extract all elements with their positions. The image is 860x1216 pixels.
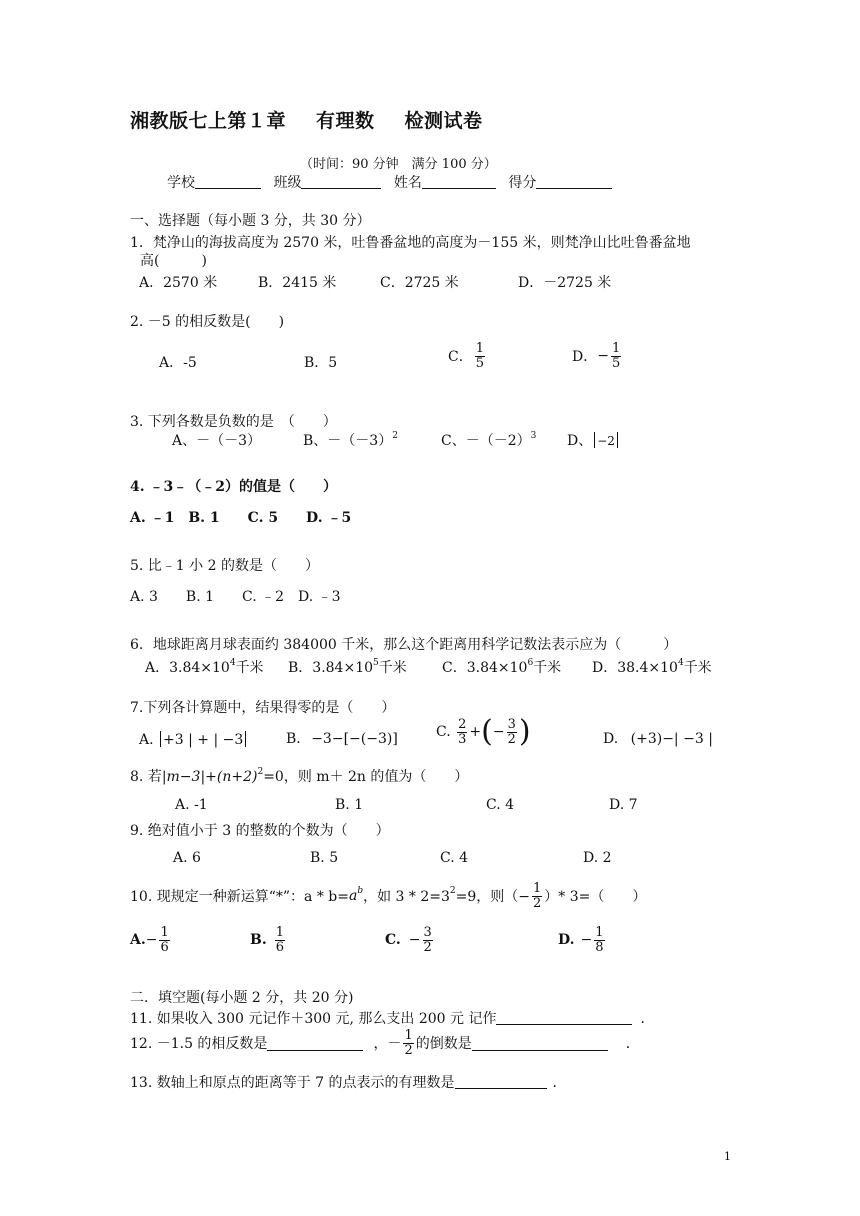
q6-c-exponent: 6 xyxy=(527,658,534,668)
q7-b-expr: −3−[−(−3)] xyxy=(311,731,398,747)
q7-c-label: C. xyxy=(436,724,451,740)
school-label: 学校 xyxy=(167,175,195,191)
neg-sign: − xyxy=(492,724,505,740)
title-part-2: 有理数 xyxy=(316,110,375,132)
q7-b-label: B. xyxy=(286,731,301,747)
page-title xyxy=(130,106,513,133)
q10-b-label: B. xyxy=(250,932,267,949)
fraction-numerator: 2 xyxy=(458,716,467,732)
plus-sign: + xyxy=(469,724,482,740)
score-blank[interactable] xyxy=(536,174,612,189)
q10-a-fraction xyxy=(159,926,169,954)
unit-label: 千米 xyxy=(683,660,712,676)
q13-text: 13. 数轴上和原点的距离等于 7 的点表示的有理数是 xyxy=(130,1075,455,1091)
q7-a-expr: +3 | + | −3 xyxy=(163,732,244,748)
q7-stem: 7.下列各计算题中，结果得零的是（ ） xyxy=(130,700,396,716)
q1-option-a: A．2570 米 xyxy=(139,275,218,291)
q8-eq: =0 xyxy=(263,769,284,785)
q10-stem-post: ）* 3=（ ） xyxy=(544,889,647,906)
fraction-denominator: 2 xyxy=(423,939,432,955)
q12 xyxy=(130,1029,640,1057)
q10-mid-exponent: 2 xyxy=(449,886,456,897)
q9-option-c: C. 4 xyxy=(440,850,469,866)
q13-end: ． xyxy=(552,1075,567,1091)
fraction-denominator: 5 xyxy=(475,355,484,371)
fraction-numerator: 3 xyxy=(507,716,516,732)
q6-option-c xyxy=(442,657,561,677)
q3-option-a: A、－（－3） xyxy=(172,433,262,449)
q5-options: A. 3 B. 1 C. ﹣2 D. ﹣3 xyxy=(130,589,341,605)
q7-option-d xyxy=(603,731,713,747)
q9-option-b: B. 5 xyxy=(310,850,339,866)
q12-mid: ，－ xyxy=(373,1036,402,1053)
q8-stem xyxy=(130,766,468,786)
fraction-numerator: 1 xyxy=(475,341,484,356)
q11-answer-blank[interactable] xyxy=(496,1010,632,1025)
fraction-numerator: 1 xyxy=(275,925,284,940)
q6-a-text: A．3.84×10 xyxy=(145,660,230,676)
q1-line1: 1．梵净山的海拔高度为 2570 米，吐鲁番盆地的高度为－155 米，则梵净山比吐鲁番盆地 xyxy=(130,235,691,251)
q2-d-fraction xyxy=(611,342,621,370)
q8-option-b: B. 1 xyxy=(335,797,364,813)
q8-option-a: A. -1 xyxy=(175,797,208,813)
q6-b-exponent: 5 xyxy=(373,658,379,668)
q12-pre: 12. －1.5 的相反数是 xyxy=(130,1036,268,1053)
q3-option-d xyxy=(567,430,620,450)
q8-expr: |m−3|+(n+2) xyxy=(161,769,258,785)
fraction-denominator: 6 xyxy=(275,939,284,955)
fraction-numerator: 1 xyxy=(160,925,169,940)
time-info: （时间：90 分钟 满分 100 分） xyxy=(300,157,497,172)
name-label: 姓名 xyxy=(393,175,422,191)
q10-stem-mid: ，如 3 * 2=3 xyxy=(363,889,450,906)
q8-stem-pre: 8. 若 xyxy=(130,769,162,785)
q2-option-c xyxy=(448,342,487,370)
q1-option-c: C．2725 米 xyxy=(380,275,459,291)
q6-d-text: D．38.4×10 xyxy=(592,660,678,676)
class-blank[interactable] xyxy=(301,174,381,189)
fraction-denominator: 5 xyxy=(611,355,621,371)
fraction-numerator: 1 xyxy=(404,1028,413,1043)
title-part-1: 湘教版七上第１章 xyxy=(130,110,287,132)
q10-stem-pre: 10. 现规定一种新运算“*”：a * b= xyxy=(130,889,349,906)
q10-option-d xyxy=(558,926,607,954)
q7-d-label: D. xyxy=(603,731,619,747)
neg-sign: − xyxy=(408,932,421,949)
q9-option-a: A. 6 xyxy=(173,850,201,866)
q3-d-value: −2 xyxy=(597,434,615,448)
q6-option-d xyxy=(592,657,712,677)
q6-option-b xyxy=(288,657,407,677)
q3-b-exponent: 2 xyxy=(392,431,398,441)
left-paren: ( xyxy=(481,714,493,749)
q12-answer-blank-1[interactable] xyxy=(267,1036,363,1051)
q12-end: ． xyxy=(625,1036,640,1053)
q6-stem: 6．地球距离月球表面约 384000 千米，那么这个距离用科学记数法表示应为（ ） xyxy=(130,637,678,653)
q10-stem xyxy=(130,882,646,910)
q10-c-fraction xyxy=(423,926,433,954)
q10-option-b xyxy=(250,926,287,954)
q10-option-c xyxy=(385,926,435,954)
q9-option-d: D. 2 xyxy=(583,850,612,866)
q10-ab: a xyxy=(348,888,358,905)
section2-heading: 二．填空题(每小题 2 分，共 20 分) xyxy=(130,990,354,1006)
q1-option-d: D．－2725 米 xyxy=(518,275,612,291)
fraction-numerator: 3 xyxy=(423,925,432,940)
q6-c-text: C．3.84×10 xyxy=(442,660,528,676)
fraction-numerator: 1 xyxy=(533,881,542,896)
q3-stem: 3. 下列各数是负数的是 （ ） xyxy=(130,414,337,430)
section1-heading: 一、选择题（每小题 3 分，共 30 分） xyxy=(130,213,371,229)
q10-a-label: A. xyxy=(130,932,146,949)
q7-option-c xyxy=(436,714,531,749)
fraction-denominator: 3 xyxy=(458,731,467,747)
q2-c-label: C． xyxy=(448,349,473,366)
q9-stem: 9. 绝对值小于 3 的整数的个数为（ ） xyxy=(130,823,390,839)
q2-c-fraction xyxy=(475,342,485,370)
q7-a-label: A. xyxy=(139,732,154,748)
q3-b-text: B、－（－3） xyxy=(303,433,393,449)
q3-c-text: C、－（－2） xyxy=(441,433,531,449)
q6-b-text: B．3.84×10 xyxy=(288,660,374,676)
q4-stem: 4. ﹣3﹣（﹣2）的值是（ ） xyxy=(130,479,337,495)
q10-stem-fraction xyxy=(532,882,542,910)
q6-option-a xyxy=(145,657,264,677)
fraction-denominator: 2 xyxy=(404,1042,413,1058)
q12-answer-blank-2[interactable] xyxy=(472,1036,608,1051)
unit-label: 千米 xyxy=(533,660,562,676)
q6-d-exponent: 4 xyxy=(677,658,684,668)
q13 xyxy=(130,1072,567,1092)
fraction-denominator: 2 xyxy=(533,895,542,911)
q7-option-b xyxy=(286,731,398,747)
q8-option-d: D. 7 xyxy=(609,797,638,813)
neg-sign: − xyxy=(145,932,158,949)
abs-bar-right xyxy=(617,432,618,448)
fraction-numerator: 1 xyxy=(611,341,621,356)
neg-sign: − xyxy=(580,932,593,949)
neg-sign: − xyxy=(597,348,609,365)
q2-option-b: B．5 xyxy=(304,355,338,371)
q2-stem: 2. －5 的相反数是( ) xyxy=(130,314,285,330)
unit-label: 千米 xyxy=(235,660,264,676)
q10-option-a xyxy=(130,926,172,954)
q1-option-b: B．2415 米 xyxy=(258,275,337,291)
q3-d-label: D、 xyxy=(567,433,593,449)
class-label: 班级 xyxy=(273,175,302,191)
q6-a-exponent: 4 xyxy=(229,658,236,668)
abs-bar-left xyxy=(594,432,595,448)
q2-option-d xyxy=(572,342,623,370)
q8-stem-post: ，则 m＋ 2n 的值为（ ） xyxy=(283,769,469,785)
q7-c-fraction-2 xyxy=(507,718,517,746)
abs-bar-right xyxy=(245,731,246,747)
fraction-numerator: 1 xyxy=(595,925,604,940)
q7-option-a xyxy=(139,731,248,748)
q11-text: 11. 如果收入 300 元记作＋300 元, 那么支出 200 元 记作 xyxy=(130,1011,497,1027)
q11 xyxy=(130,1008,654,1028)
abs-bar-left xyxy=(160,731,161,747)
q10-d-label: D. xyxy=(558,932,575,949)
q10-stem-mid2: =9，则（− xyxy=(455,889,531,906)
q3-c-exponent: 3 xyxy=(530,431,537,441)
q12-post: 的倒数是 xyxy=(415,1036,472,1053)
right-paren: ) xyxy=(518,714,531,749)
q1-line2: 高( ) xyxy=(140,253,207,269)
fraction-denominator: 6 xyxy=(160,939,169,955)
score-label: 得分 xyxy=(508,175,537,191)
name-blank[interactable] xyxy=(422,174,496,189)
q7-d-expr: (+3)−| −3 | xyxy=(630,731,713,747)
q4-options: A. ﹣1 B. 1 C. 5 D. ﹣5 xyxy=(130,510,352,526)
fraction-denominator: 8 xyxy=(595,939,604,955)
q12-fraction xyxy=(403,1029,413,1057)
page-number: 1 xyxy=(724,1150,731,1163)
q10-c-label: C. xyxy=(385,932,401,949)
q7-c-fraction-1 xyxy=(457,718,467,746)
q10-ab-exponent: b xyxy=(357,886,364,897)
q2-d-label: D． xyxy=(572,349,598,366)
q10-b-fraction xyxy=(275,926,285,954)
unit-label: 千米 xyxy=(378,660,407,676)
q8-option-c: C. 4 xyxy=(486,797,515,813)
title-part-3: 检测试卷 xyxy=(404,110,483,132)
q11-end: ． xyxy=(640,1011,655,1027)
q5-stem: 5. 比﹣1 小 2 的数是（ ） xyxy=(130,558,319,574)
fraction-denominator: 2 xyxy=(507,731,516,747)
q10-d-fraction xyxy=(594,926,604,954)
school-blank[interactable] xyxy=(195,174,261,189)
q13-answer-blank[interactable] xyxy=(455,1074,547,1089)
q8-exponent: 2 xyxy=(257,767,264,777)
q3-option-b xyxy=(303,430,398,450)
q2-option-a: A．-5 xyxy=(159,355,197,371)
student-info-row xyxy=(167,172,612,192)
q3-option-c xyxy=(441,430,536,450)
